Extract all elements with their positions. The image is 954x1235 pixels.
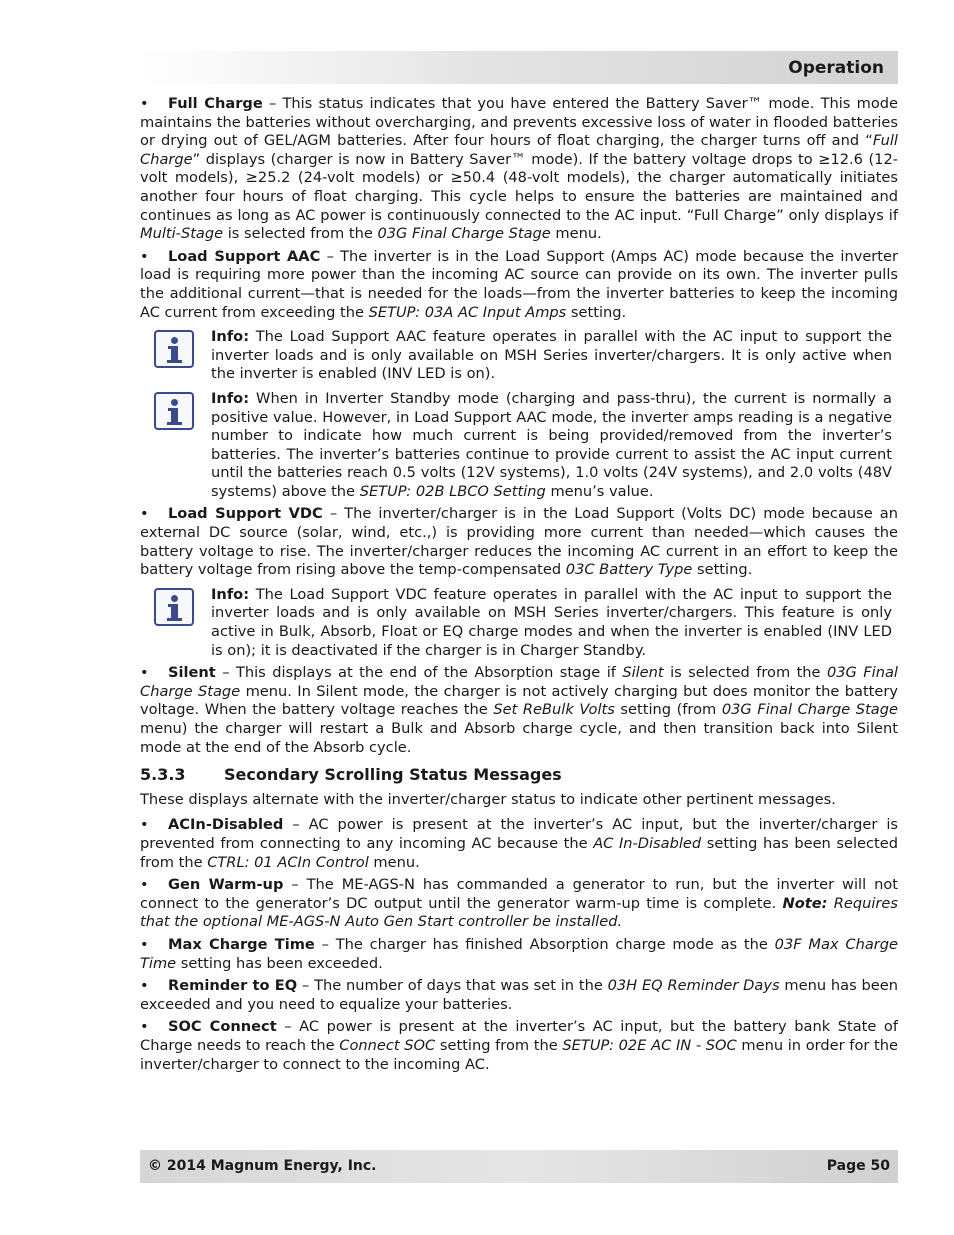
bullet-dot: • [140,876,149,894]
bullet-dot: • [140,816,149,834]
term-label: ACIn-Disabled [168,816,284,834]
info-label: Info: [211,389,250,407]
italic-ref: AC In-Disabled [593,834,702,852]
body-text: setting from the [435,1036,563,1054]
bullet-dot: • [140,664,149,682]
term-label: Gen Warm-up [168,876,284,894]
italic-ref: 03H EQ Reminder Days [607,977,780,995]
italic-ref: Set ReBulk Volts [493,701,615,719]
term-label: Max Charge Time [168,935,315,953]
info-note-1 [140,328,898,384]
bullet-gen-warm-up [140,876,898,932]
body-text: menu’s value. [545,482,654,500]
term-label: Load Support VDC [168,505,323,523]
info-text [211,586,898,660]
section-intro: These displays alternate with the inverter/charger status to indicate other pertinent messages. [140,790,836,808]
body-text: menu has been exceeded and you need to equalize your batteries. [140,977,898,1013]
body-text: menu) the charger will restart a Bulk and Absorb charge cycle, and then transition back into Silent mode at the end of the Absorb cycle. [140,720,898,756]
body-text: – AC power is present at the inverter’s AC input, but the battery bank State of Charge needs to reach the [140,1018,898,1054]
body-text: setting. [692,561,753,579]
italic-ref: 03G Final Charge Stage [721,701,898,719]
body-text: When in Inverter Standby mode (charging and pass-thru), the current is normally a positive value. However, in Load Support AAC mode, the inverter amps reading is a negative number to indicate how much current is being provided/removed from the inverter’s batteries. The inverter’s batteries continue to provide current to assist the AC input current until the batteries reach 0.5 volts (12V systems), 1.0 volts (24V systems), and 2.0 volts (48V systems) above the [211,389,892,500]
section-number: 5.3.3 [140,765,186,785]
bullet-soc-connect [140,1018,898,1074]
italic-note: Requires that the optional ME-AGS-N Auto Gen Start controller be installed. [140,894,898,931]
body-text: – The charger has finished Absorption charge mode as the [314,935,775,953]
italic-ref: 03C Battery Type [565,561,693,579]
term-label: SOC Connect [168,1018,277,1036]
bullet-reminder-to-eq [140,977,898,1014]
italic-ref: Multi-Stage [140,225,224,243]
body-text: setting. [566,303,627,321]
term-label: Load Support AAC [168,247,321,265]
footer-band [140,1150,898,1183]
body-text: setting has been exceeded. [176,954,383,972]
body-text: The Load Support AAC feature operates in parallel with the AC input to support the inverter loads and is only available on MSH Series inverter/chargers. It is only active when the inverter is enabled (INV LED is on). [211,328,892,383]
term-label: Full Charge [168,95,263,112]
bullet-dot: • [140,95,149,112]
italic-ref: Silent [622,664,664,682]
body-text: – This displays at the end of the Absorption stage if [215,664,623,682]
info-icon [154,588,194,626]
body-text: setting (from [614,701,722,719]
body-text: menu in order for the inverter/charger to connect to the incoming AC. [140,1036,898,1073]
body-text: – The number of days that was set in the [297,977,608,995]
info-text [211,390,898,502]
bullet-dot: • [140,977,149,995]
italic-ref: CTRL: 01 ACIn Control [207,853,369,871]
header-band [140,51,898,84]
body-text: – AC power is present at the inverter’s AC input, but the inverter/charger is prevented from connecting to any incoming AC because the [140,816,898,852]
bullet-acin-disabled [140,816,898,872]
bullet-dot: • [140,247,149,265]
body-text: – The inverter/charger is in the Load Support (Volts DC) mode because an external DC source (solar, wind, etc.,) is providing more current than needed—which causes the battery voltage to rise. The inverter/charger reduces the incoming AC current in an effort to keep the battery voltage from rising above the temp-compensated [140,505,898,579]
body-text: – The ME-AGS-N has commanded a generator to run, but the inverter will not connect to the generator’s DC output until the generator warm-up time is complete. [140,876,898,912]
italic-ref: Connect SOC [339,1036,436,1054]
italic-ref: SETUP: 02B LBCO Setting [359,482,546,500]
section-title: Operation [788,58,884,78]
term-label: Reminder to EQ [168,977,298,995]
bullet-dot: • [140,935,149,953]
body-text: – The inverter is in the Load Support (Amps AC) mode because the inverter load is requiring more power than the incoming AC source can provide on its own. The inverter pulls the additional current—that is needed for the loads—from the inverter batteries to keep the incoming AC current from exceeding the [140,247,899,321]
info-icon [154,330,194,368]
bullet-load-support-vdc [140,505,898,579]
section-heading-title: Secondary Scrolling Status Messages [224,765,562,785]
info-note-2 [140,390,898,502]
body-text: – This status indicates that you have entered the Battery Saver™ mode. This mode maintains the batteries without overcharging, and prevents excessive loss of water in flooded batteries or drying out of GEL/AGM batteries. After four hours of float charging, the charger turns off and “ [140,95,898,150]
bullet-dot: • [140,505,149,523]
info-note-3 [140,586,898,660]
bullet-silent [140,664,898,757]
bullet-max-charge-time [140,936,898,973]
body-text: menu. [368,853,420,871]
bullet-load-support-aac [140,248,898,322]
section-heading [140,766,898,785]
page-content [140,95,898,1078]
info-text [211,328,898,384]
bullet-dot: • [140,1018,149,1036]
body-text: setting has been selected from the [140,834,898,871]
body-text: is selected from the [223,225,378,243]
page-number: Page 50 [826,1158,890,1174]
italic-ref: 03G Final Charge Stage [140,664,898,700]
italic-ref: 03G Final Charge Stage [377,225,551,243]
italic-ref: 03F Max Charge Time [140,935,899,972]
body-text: is selected from the [663,664,827,682]
italic-ref: SETUP: 03A AC Input Amps [368,303,567,321]
italic-ref: SETUP: 02E AC IN - SOC [562,1036,737,1054]
bullet-full-charge [140,95,898,244]
body-text: The Load Support VDC feature operates in parallel with the AC input to support the inverter loads and is only available on MSH Series inverter/chargers. This feature is only active in Bulk, Absorb, Float or EQ charge modes and when the inverter is enabled (INV LED is on); it is deactivated if the charger is in Charger Standby. [211,585,892,659]
term-label: Silent [168,664,216,682]
body-text: ” displays (charger is now in Battery Saver™ mode). If the battery voltage drops to ≥12.6 (12-volt models), ≥25.2 (24-volt models) or ≥50.4 (48-volt models), the charger automatically initiates another four hours of float charging. This cycle helps to ensure the batteries are maintained and continues as long as AC power is continuously connected to the AC input. “Full Charge” only displays if [140,150,898,224]
body-text: menu. In Silent mode, the charger is not actively charging but does monitor the battery voltage. When the battery voltage reaches the [140,682,898,719]
body-text: menu. [550,225,602,243]
note-label: Note: [782,894,828,912]
copyright: © 2014 Magnum Energy, Inc. [148,1158,377,1174]
info-label: Info: [211,585,250,603]
italic-ref: Full Charge [140,132,898,168]
info-label: Info: [211,328,250,346]
info-icon [154,392,194,430]
